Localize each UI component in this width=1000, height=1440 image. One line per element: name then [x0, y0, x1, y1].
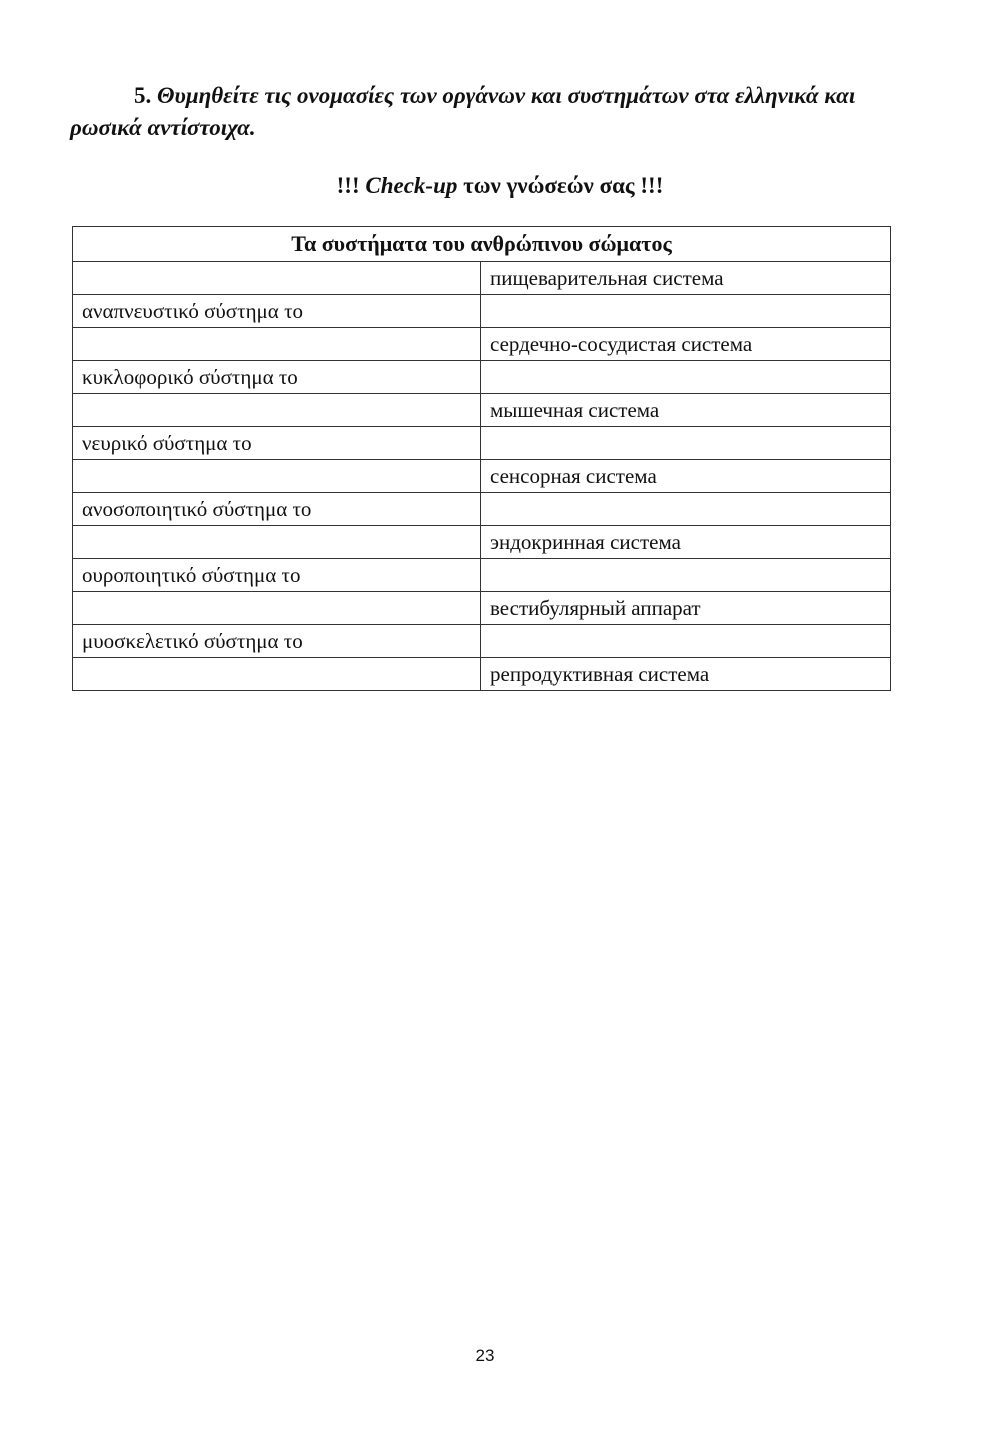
- subtitle-italic: Check-up: [365, 173, 458, 198]
- section-subtitle: [0, 170, 1000, 202]
- table-header: Τα συστήματα του ανθρώπινου σώματος: [73, 227, 891, 262]
- russian-cell: вестибулярный аппарат: [481, 592, 891, 625]
- greek-cell: [73, 394, 481, 427]
- task-text: Θυμηθείτε τις ονομασίες των οργάνων και συστημάτων στα ελληνικά και ρωσικά αντίστοιχα.: [70, 83, 856, 140]
- subtitle-suffix: των γνώσεών σας !!!: [457, 173, 664, 198]
- russian-cell: эндокринная система: [481, 526, 891, 559]
- russian-cell: репродуктивная система: [481, 658, 891, 691]
- page-number: 23: [475, 1346, 495, 1365]
- table-row: [73, 328, 891, 361]
- greek-cell: μυοσκελετικό σύστημα το: [73, 625, 481, 658]
- table-row: [73, 559, 891, 592]
- table-header-row: [73, 227, 891, 262]
- table-row: [73, 427, 891, 460]
- body-systems-table: [72, 226, 891, 691]
- russian-cell: пищеварительная система: [481, 262, 891, 295]
- russian-cell: [481, 625, 891, 658]
- greek-cell: [73, 328, 481, 361]
- greek-cell: ουροποιητικό σύστημα το: [73, 559, 481, 592]
- russian-cell: сенсорная система: [481, 460, 891, 493]
- greek-cell: [73, 526, 481, 559]
- greek-cell: ανοσοποιητικό σύστημα το: [73, 493, 481, 526]
- russian-cell: мышечная система: [481, 394, 891, 427]
- table-row: [73, 361, 891, 394]
- russian-cell: сердечно-сосудистая система: [481, 328, 891, 361]
- greek-cell: [73, 460, 481, 493]
- task-number: 5.: [134, 83, 152, 108]
- greek-cell: [73, 658, 481, 691]
- greek-cell: αναπνευστικό σύστημα το: [73, 295, 481, 328]
- table-row: [73, 262, 891, 295]
- table-row: [73, 658, 891, 691]
- russian-cell: [481, 295, 891, 328]
- russian-cell: [481, 361, 891, 394]
- greek-cell: [73, 262, 481, 295]
- table-row: [73, 394, 891, 427]
- greek-cell: κυκλοφορικό σύστημα το: [73, 361, 481, 394]
- russian-cell: [481, 427, 891, 460]
- russian-cell: [481, 559, 891, 592]
- greek-cell: νευρικό σύστημα το: [73, 427, 481, 460]
- russian-cell: [481, 493, 891, 526]
- table-row: [73, 625, 891, 658]
- table-row: [73, 295, 891, 328]
- task-instruction: [70, 80, 920, 144]
- table-row: [73, 592, 891, 625]
- table-row: [73, 493, 891, 526]
- subtitle-prefix: !!!: [336, 173, 366, 198]
- table-row: [73, 460, 891, 493]
- table-row: [73, 526, 891, 559]
- greek-cell: [73, 592, 481, 625]
